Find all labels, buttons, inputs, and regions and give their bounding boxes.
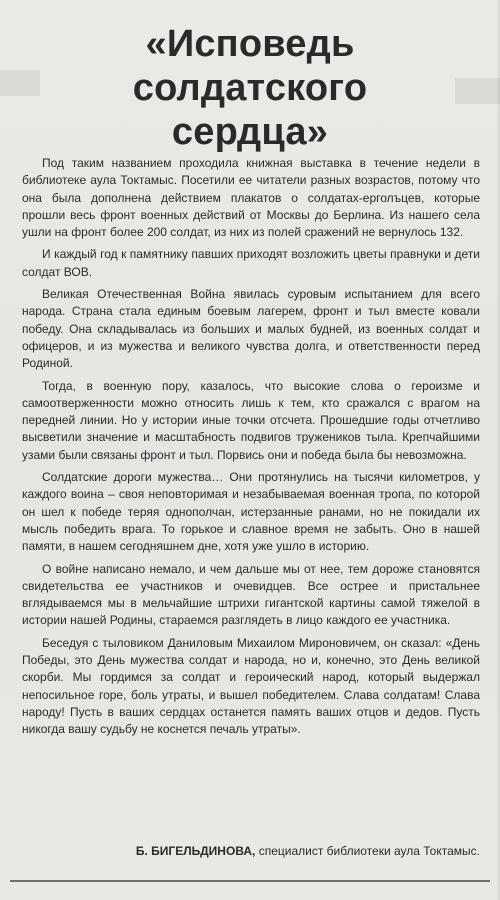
headline-line-3: сердца»	[171, 111, 329, 153]
paragraph-2: И каждый год к памятнику павших приходят возложить цветы правнуки и дети солдат ВОВ.	[22, 247, 480, 279]
article-body	[22, 155, 480, 744]
paragraph-7: Беседуя с тыловиком Даниловым Михаилом Мироновичем, он сказал: «День Победы, это День мужества солдат и народа, но и, конечно, это День великой скорби. Мы гордимся за солдат и героический народ, который выдержал непосильное горе, боль утраты, и вышел победителем. Слава солдатам! Слава народу! Пусть в ваших сердцах останется память ваших отцов и дедов. Пусть никогда вашу судьбу не коснется печаль утраты».	[22, 635, 480, 737]
page-edge-shadow	[496, 0, 500, 900]
paragraph-5: Солдатские дороги мужества… Они протянулись на тысячи километров, у каждого воина – своя неповторимая и незабываемая военная тропа, по которой он шел к победе теряя однополчан, истерзанные ранами, но не покидали их мысль победить врага. То горькое и славное время не забыть. Оно в нашей памяти, в нашем сегодняшнем дне, хотя уже ушло в историю.	[22, 470, 480, 554]
headline-line-1: «Исповедь	[145, 23, 355, 65]
article-signature	[22, 843, 480, 859]
paragraph-3: Великая Отечественная Война явилась суровым испытанием для всего народа. Страна стала единым боевым лагерем, фронт и тыл вместе ковали победу. Она складывалась из больших и малых будней, из военных солдат и офицеров, и из мужества и великого чувства долга, и ответственности перед Родиной.	[22, 287, 480, 371]
signature-role: специалист библиотеки аула Токтамыс.	[258, 844, 480, 858]
paragraph-4: Тогда, в военную пору, казалось, что высокие слова о героизме и самоотверженности можно относить лишь к тем, кто сражался с врагом на передней линии. Но у истории иные точки отсчета. Прошедшие годы отчетливо высветили значение и масштабность подвигов тружеников тыла. Крепчайшими узами были связаны фронт и тыл. Порвись они и победа была бы невозможна.	[22, 378, 480, 462]
paragraph-1: Под таким названием проходила книжная выставка в течение недели в библиотеке аула Токтамыс. Посетили ее читатели разных возрастов, потому что она была дополнена действием плакатов о солдатах-ерголъцев, которые прошли весь фронт военных действий от Москвы до Берлина. Из нашего села ушли на фронт более 200 солдат, из них из полей сражений не вернулось 132.	[22, 156, 480, 240]
paragraph-6: О войне написано немало, и чем дальше мы от нее, тем дороже становятся свидетельства ее участников и очевидцев. Все острее и пристальнее вглядываемся мы в мельчайшие штрихи гигантской картины самой тяжелой в истории нашей Родины, стараемся разглядеть в лицо каждого ее участника.	[22, 561, 480, 628]
signature-author: Б. БИГЕЛЬДИНОВА,	[135, 844, 256, 858]
bottom-divider	[10, 880, 490, 882]
headline-line-2: солдатского	[132, 67, 368, 109]
